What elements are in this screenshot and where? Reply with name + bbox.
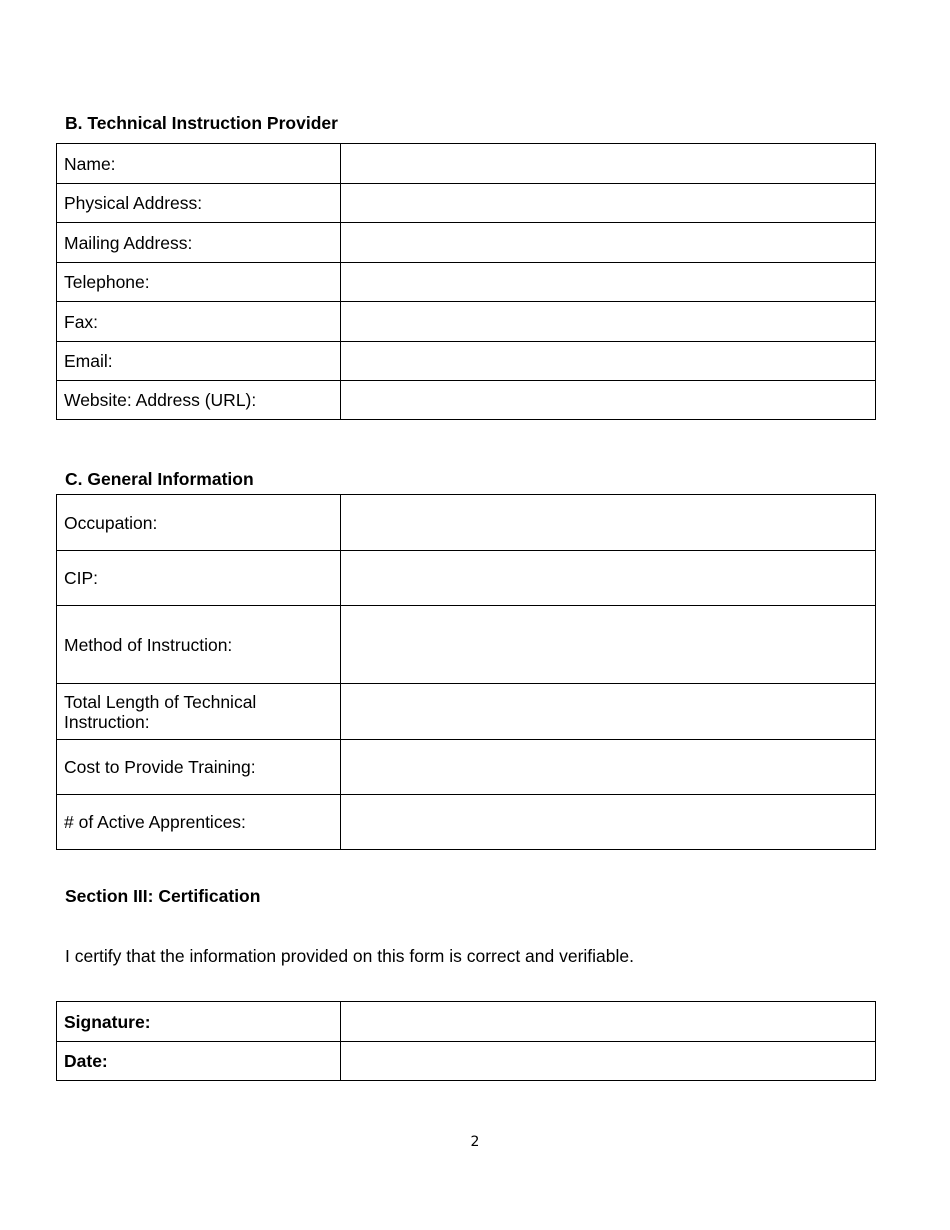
total-length-label: Total Length of Technical Instruction: <box>57 684 341 740</box>
section-b-heading: B. Technical Instruction Provider <box>65 113 338 133</box>
table-row <box>57 684 876 740</box>
section-c-heading: C. General Information <box>65 469 254 489</box>
table-row <box>57 381 876 420</box>
table-row <box>57 551 876 606</box>
cip-label: CIP: <box>57 551 341 606</box>
website-label: Website: Address (URL): <box>57 381 341 420</box>
name-label: Name: <box>57 144 341 184</box>
name-field[interactable] <box>341 144 876 184</box>
certification-table <box>56 1001 876 1081</box>
table-row <box>57 606 876 684</box>
table-row <box>57 144 876 184</box>
table-row <box>57 342 876 381</box>
mailing-address-field[interactable] <box>341 223 876 263</box>
signature-field[interactable] <box>341 1002 876 1042</box>
section-iii-heading: Section III: Certification <box>65 886 261 906</box>
method-of-instruction-label: Method of Instruction: <box>57 606 341 684</box>
occupation-field[interactable] <box>341 495 876 551</box>
cost-to-provide-training-field[interactable] <box>341 740 876 795</box>
table-row <box>57 795 876 850</box>
active-apprentices-label: # of Active Apprentices: <box>57 795 341 850</box>
email-label: Email: <box>57 342 341 381</box>
table-row <box>57 302 876 342</box>
table-row <box>57 495 876 551</box>
cip-field[interactable] <box>341 551 876 606</box>
table-row <box>57 1042 876 1081</box>
active-apprentices-field[interactable] <box>341 795 876 850</box>
fax-label: Fax: <box>57 302 341 342</box>
signature-label: Signature: <box>57 1002 341 1042</box>
table-row <box>57 184 876 223</box>
cost-to-provide-training-label: Cost to Provide Training: <box>57 740 341 795</box>
physical-address-label: Physical Address: <box>57 184 341 223</box>
method-of-instruction-field[interactable] <box>341 606 876 684</box>
general-information-table <box>56 494 876 850</box>
total-length-field[interactable] <box>341 684 876 740</box>
occupation-label: Occupation: <box>57 495 341 551</box>
mailing-address-label: Mailing Address: <box>57 223 341 263</box>
telephone-field[interactable] <box>341 263 876 302</box>
date-field[interactable] <box>341 1042 876 1081</box>
website-field[interactable] <box>341 381 876 420</box>
email-field[interactable] <box>341 342 876 381</box>
table-row <box>57 263 876 302</box>
table-row <box>57 740 876 795</box>
table-row <box>57 1002 876 1042</box>
certification-statement: I certify that the information provided on this form is correct and verifiable. <box>65 946 635 966</box>
physical-address-field[interactable] <box>341 184 876 223</box>
date-label: Date: <box>57 1042 341 1081</box>
table-row <box>57 223 876 263</box>
page-number: 2 <box>470 1134 480 1150</box>
technical-instruction-provider-table <box>56 143 876 420</box>
telephone-label: Telephone: <box>57 263 341 302</box>
fax-field[interactable] <box>341 302 876 342</box>
